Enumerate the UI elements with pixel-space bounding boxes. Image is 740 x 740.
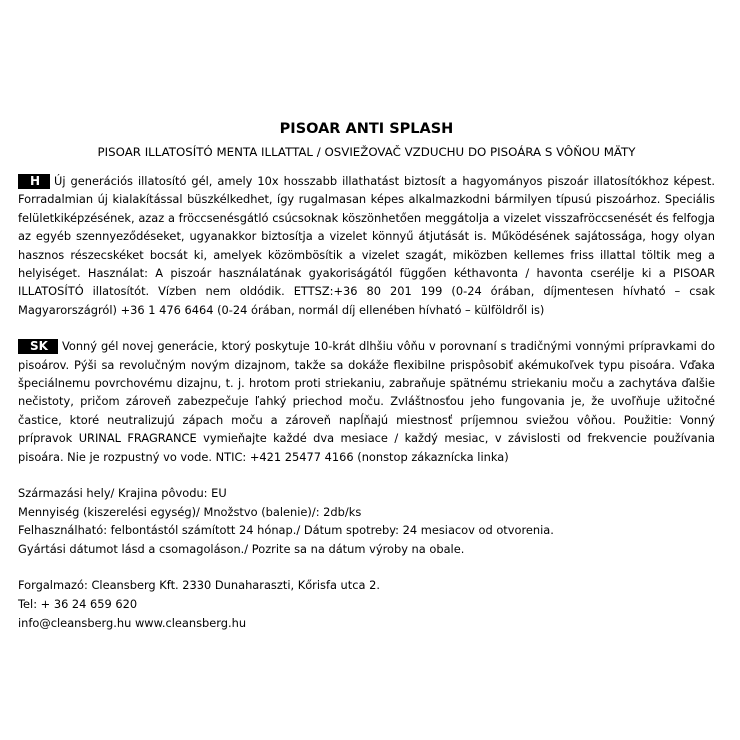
section-slovak — [18, 337, 715, 466]
document-title: PISOAR ANTI SPLASH — [279, 121, 454, 137]
distributor-block — [18, 576, 715, 632]
language-badge-sk: SK — [18, 339, 58, 354]
info-line-quantity: Mennyiség (kiszerelési egység)/ Množstvo (balenie)/: 2db/ks — [18, 504, 362, 519]
email-web-line: info@cleansberg.hu www.cleansberg.hu — [18, 615, 247, 630]
distributor-line: Forgalmazó: Cleansberg Kft. 2330 Dunaharaszti, Kőrisfa utca 2. — [18, 578, 380, 593]
phone-line: Tel: + 36 24 659 620 — [18, 597, 138, 612]
section-slovak-text: Vonný gél novej generácie, ktorý poskytuje 10-krát dlhšiu vôňu v porovnaní s tradičnými vonnými prípravkami do pisoárov. Pýši sa revolučným novým dizajnom, takže sa dokáže flexibilne prispôsobiť akémukoľvek typu pisoára. Vďaka špeciálnemu povrchovému dizajnu, t. j. hrotom proti striekaniu, zabraňuje spätnému striekaniu moču a zachytáva ďalšie nečistoty, pričom zároveň zabezpečuje ľahký priechod moču. Zvláštnosťou jeho fungovania je, že uvoľňuje užitočné častice, ktoré neutralizujú zápach moču a zároveň napĺňajú miestnosť príjemnou sviežou vôňou. Použitie: Vonný prípravok URINAL FRAGRANCE vymieňajte každé dva mesiace / každý mesiac, v závislosti od frekvencie používania pisoára. Nie je rozpustný vo vode. NTIC: +421 25477 4166 (nonstop zákaznícka linka) — [18, 339, 715, 464]
info-line-origin: Származási hely/ Krajina pôvodu: EU — [18, 486, 227, 501]
document-subtitle: PISOAR ILLATOSÍTÓ MENTA ILLATTAL / OSVIEŽOVAČ VZDUCHU DO PISOÁRA S VÔŇOU MÄTY — [97, 145, 636, 159]
product-info-block — [18, 484, 715, 558]
section-hungarian — [18, 172, 715, 319]
info-line-production-date: Gyártási dátumot lásd a csomagoláson./ Pozrite sa na dátum výroby na obale. — [18, 541, 465, 556]
info-line-usable: Felhasználható: felbontástól számított 24 hónap./ Dátum spotreby: 24 mesiacov od otvorenia. — [18, 523, 554, 538]
document-page — [18, 119, 715, 632]
section-hungarian-text: Új generációs illatosító gél, amely 10x hosszabb illathatást biztosít a hagyományos piszoár illatosítókhoz képest. Forradalmian új kialakítással büszkélkedhet, így rugalmasan képes alkalmazkodni bármilyen típusú piszoárhoz. Speciális felületkiképzésének, azaz a fröccsenésgátló csúcsoknak köszönhetően meggátolja a vizelet visszafröccsenését és felfogja az egyéb szennyeződéseket, ugyanakkor biztosítja a vizelet könnyű átjutását is. Működésének sajátossága, hogy olyan hasznos részecskéket bocsát ki, amelyek közömbösítik a vizelet szagát, miközben kellemes friss illattal töltik meg a helyiséget. Használat: A piszoár használatának gyakoriságától függően kéthavonta / havonta cserélje ki a PISOAR ILLATOSÍTÓ illatosítót. Vízben nem oldódik. ETTSZ:+36 80 201 199 (0-24 órában, díjmentesen hívható – csak Magyarországról) +36 1 476 6464 (0-24 órában, normál díj ellenében hívható – külföldről is) — [18, 174, 715, 317]
language-badge-hu: H — [18, 174, 50, 189]
